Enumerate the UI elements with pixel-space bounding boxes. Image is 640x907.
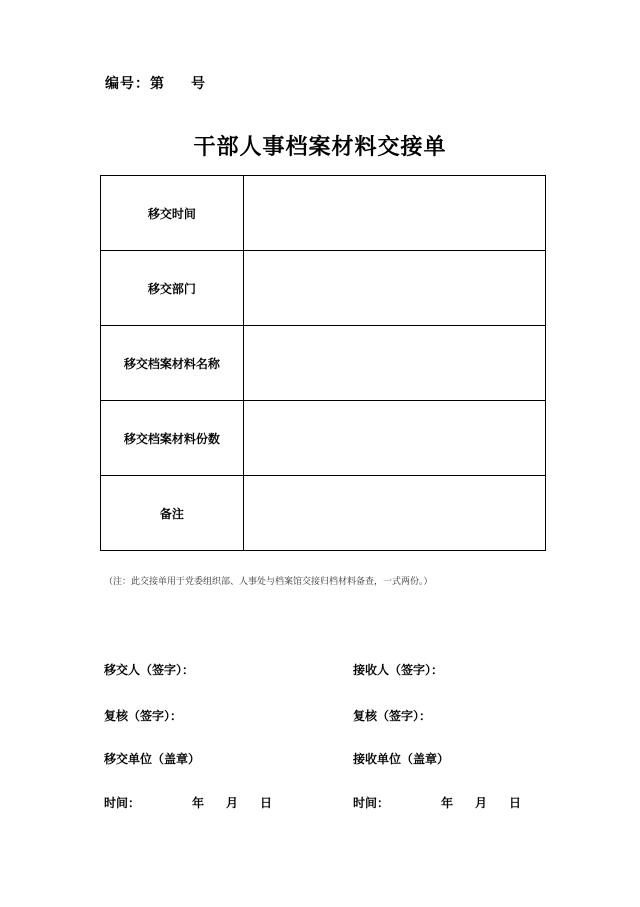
right-time-row (353, 794, 521, 811)
left-time-row (104, 794, 272, 811)
receiver-unit-label: 接收单位（盖章） (353, 752, 450, 766)
number-hao: 号 (191, 76, 206, 92)
month-label: 月 (475, 796, 488, 810)
row-label-handover-department: 移交部门 (101, 251, 244, 326)
table-row (101, 476, 546, 551)
month-label: 月 (226, 796, 239, 810)
number-label: 编号： (105, 76, 150, 92)
row-label-material-count: 移交档案材料份数 (101, 401, 244, 476)
day-label: 日 (260, 796, 273, 810)
year-label: 年 (192, 796, 205, 810)
right-review-label: 复核（签字）： (353, 709, 432, 723)
row-value-remarks[interactable] (243, 476, 545, 551)
table-row (101, 251, 546, 326)
handover-unit-label: 移交单位（盖章） (104, 752, 201, 766)
year-label: 年 (441, 796, 454, 810)
left-review-label: 复核（签字）： (104, 709, 183, 723)
day-label: 日 (509, 796, 522, 810)
page-title: 干部人事档案材料交接单 (193, 135, 447, 160)
row-value-material-count[interactable] (243, 401, 545, 476)
time-label: 时间： (353, 796, 390, 810)
row-label-remarks: 备注 (101, 476, 244, 551)
footnote: （注：此交接单用于党委组织部、人事处与档案馆交接归档材料备查，一式两份。） (104, 577, 433, 587)
row-label-material-name: 移交档案材料名称 (101, 326, 244, 401)
table-row (101, 326, 546, 401)
row-label-handover-time: 移交时间 (101, 176, 244, 251)
table-row (101, 401, 546, 476)
row-value-handover-time[interactable] (243, 176, 545, 251)
row-value-handover-department[interactable] (243, 251, 545, 326)
table-row (101, 176, 546, 251)
number-di: 第 (150, 76, 165, 92)
handover-person-label: 移交人（签字）： (104, 663, 195, 677)
handover-table (100, 175, 546, 551)
receiver-person-label: 接收人（签字）： (353, 663, 444, 677)
time-label: 时间： (104, 796, 141, 810)
document-number (105, 73, 206, 93)
row-value-material-name[interactable] (243, 326, 545, 401)
